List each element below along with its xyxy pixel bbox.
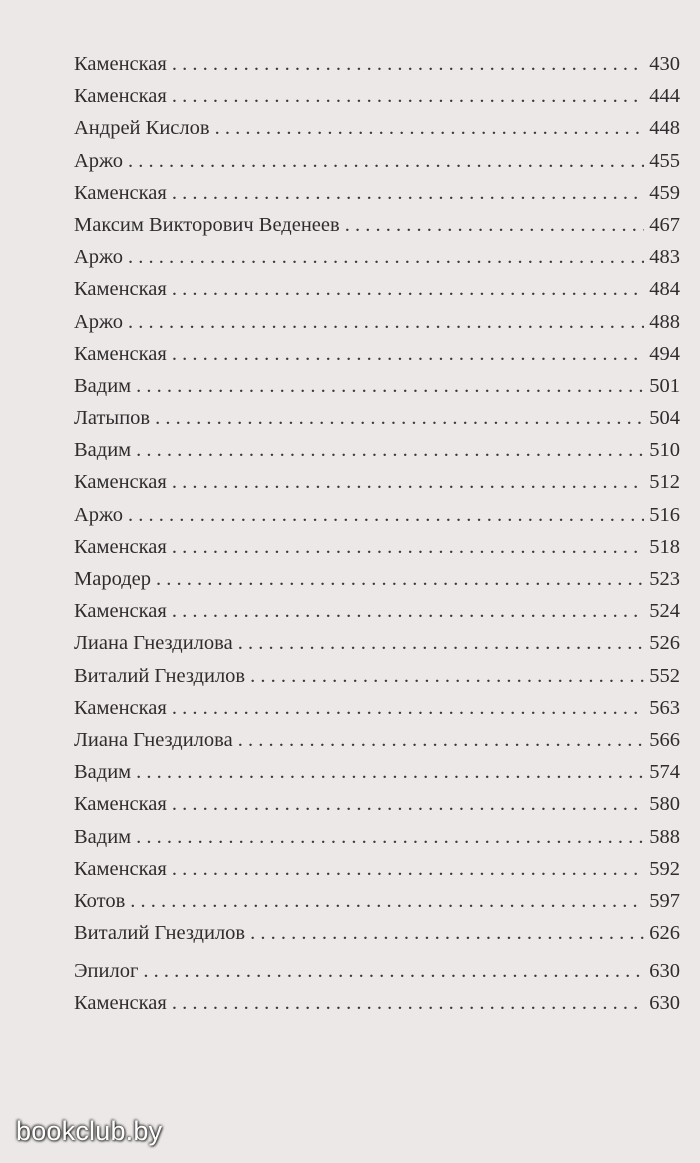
toc-entry-page: 448 [649, 117, 680, 140]
toc-entry-title: Каменская [74, 85, 167, 108]
dot-leader [238, 724, 645, 756]
toc-entry-title: Котов [74, 889, 126, 912]
toc-entry [74, 627, 680, 659]
toc-entry-page: 488 [649, 310, 680, 333]
toc-entry [74, 241, 680, 273]
dot-leader [172, 788, 644, 820]
toc-entry-title: Каменская [74, 181, 167, 204]
toc-entry [74, 338, 680, 370]
toc-entry-page: 588 [649, 825, 680, 848]
toc-entry-page: 630 [649, 992, 680, 1015]
dot-leader [128, 499, 644, 531]
dot-leader [345, 209, 645, 241]
toc-entry-epilogue [74, 955, 680, 987]
dot-leader [143, 955, 644, 987]
toc-entry [74, 724, 680, 756]
toc-entry [74, 563, 680, 595]
toc-entry-title: Аржо [74, 149, 123, 172]
toc-entry-page: 580 [649, 793, 680, 816]
toc-entry-page: 524 [649, 600, 680, 623]
toc-entry-title: Аржо [74, 310, 123, 333]
toc-entry-title: Каменская [74, 600, 167, 623]
toc-entry [74, 595, 680, 627]
toc-entry [74, 466, 680, 498]
dot-leader [172, 692, 644, 724]
toc-entry-page: 501 [649, 374, 680, 397]
toc-entry [74, 499, 680, 531]
toc-entry-title: Каменская [74, 535, 167, 558]
toc-entry [74, 209, 680, 241]
toc-entry-title: Андрей Кислов [74, 117, 210, 140]
toc-entry-title: Аржо [74, 503, 123, 526]
toc-entry-page: 467 [649, 213, 680, 236]
toc-entry-title: Вадим [74, 761, 132, 784]
dot-leader [172, 80, 644, 112]
toc-entry-title: Каменская [74, 278, 167, 301]
dot-leader [172, 177, 644, 209]
dot-leader [136, 821, 644, 853]
toc-entry [74, 987, 680, 1019]
toc-entry-title: Каменская [74, 992, 167, 1015]
toc-entry [74, 917, 680, 949]
toc-entry [74, 434, 680, 466]
toc-entry [74, 306, 680, 338]
dot-leader [172, 987, 644, 1019]
toc-entry-page: 597 [649, 889, 680, 912]
watermark-text: bookclub.by [16, 1116, 163, 1146]
toc-entry-page: 444 [649, 85, 680, 108]
toc-entry-page: 566 [649, 728, 680, 751]
toc-entry-title: Вадим [74, 374, 132, 397]
toc-entry-page: 574 [649, 761, 680, 784]
dot-leader [136, 370, 644, 402]
toc-entry-title: Латыпов [74, 407, 151, 430]
dot-leader [250, 660, 644, 692]
toc-entry-title: Мародер [74, 568, 152, 590]
toc-entry-page: 430 [649, 53, 680, 75]
dot-leader [238, 627, 645, 659]
toc-entry [74, 692, 680, 724]
toc-entry-page: 630 [649, 960, 680, 983]
dot-leader [172, 466, 644, 498]
toc-entry-title: Эпилог [74, 960, 139, 983]
dot-leader [172, 48, 644, 80]
toc-entry-page: 523 [649, 568, 680, 590]
toc-entry-page: 526 [649, 632, 680, 655]
toc-entry [74, 531, 680, 563]
toc-entry-page: 504 [649, 407, 680, 430]
dot-leader [128, 241, 644, 273]
toc-entry-page: 494 [649, 342, 680, 365]
toc-entry-page: 626 [649, 922, 680, 945]
toc-entry-title: Максим Викторович Веденеев [74, 213, 340, 236]
toc-entry [74, 402, 680, 434]
toc-entry [74, 177, 680, 209]
dot-leader [136, 756, 644, 788]
toc-entry [74, 788, 680, 820]
dot-leader [172, 273, 644, 305]
toc-entry-page: 455 [649, 149, 680, 172]
toc-entry [74, 273, 680, 305]
dot-leader [172, 853, 644, 885]
dot-leader [130, 885, 644, 917]
dot-leader [128, 145, 644, 177]
toc-entry [74, 885, 680, 917]
toc-entry-title: Каменская [74, 857, 167, 880]
toc-entry-title: Каменская [74, 53, 167, 75]
toc-entry-title: Аржо [74, 246, 123, 269]
toc-entry-title: Каменская [74, 696, 167, 719]
table-of-contents [74, 48, 680, 1020]
toc-entry [74, 48, 680, 80]
toc-entry-page: 563 [649, 696, 680, 719]
toc-entry-title: Виталий Гнездилов [74, 664, 246, 687]
toc-entry-title: Каменская [74, 793, 167, 816]
toc-entry-title: Лиана Гнездилова [74, 632, 233, 655]
toc-entry-page: 459 [649, 181, 680, 204]
dot-leader [156, 563, 644, 595]
toc-entry [74, 112, 680, 144]
toc-entry-page: 552 [649, 664, 680, 687]
dot-leader [172, 531, 644, 563]
dot-leader [250, 917, 644, 949]
toc-entry [74, 756, 680, 788]
toc-entry-title: Вадим [74, 825, 132, 848]
toc-entry-title: Каменская [74, 471, 167, 494]
dot-leader [215, 112, 645, 144]
toc-entry [74, 821, 680, 853]
toc-entry-page: 518 [649, 535, 680, 558]
toc-entry-title: Каменская [74, 342, 167, 365]
dot-leader [172, 595, 644, 627]
toc-entry-page: 592 [649, 857, 680, 880]
toc-entry-page: 516 [649, 503, 680, 526]
dot-leader [128, 306, 644, 338]
toc-entry [74, 660, 680, 692]
toc-entry-page: 484 [649, 278, 680, 301]
dot-leader [172, 338, 644, 370]
toc-entry-page: 483 [649, 246, 680, 269]
toc-entry-page: 512 [649, 471, 680, 494]
toc-entry-title: Вадим [74, 439, 132, 462]
toc-entry [74, 370, 680, 402]
toc-entry [74, 145, 680, 177]
toc-entry-title: Виталий Гнездилов [74, 922, 246, 945]
toc-entry [74, 80, 680, 112]
toc-entry [74, 853, 680, 885]
dot-leader [136, 434, 644, 466]
toc-entry-title: Лиана Гнездилова [74, 728, 233, 751]
dot-leader [155, 402, 644, 434]
toc-entry-page: 510 [649, 439, 680, 462]
